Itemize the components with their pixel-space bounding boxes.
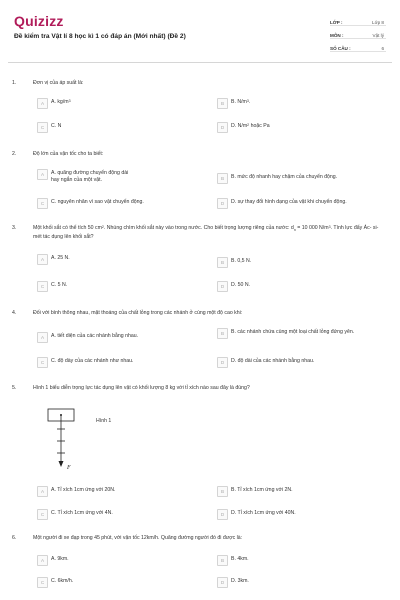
option-letter-box: D xyxy=(217,357,228,368)
option-letter-box: B xyxy=(217,555,228,566)
option-letter-box: B xyxy=(217,173,228,184)
force-label: F xyxy=(67,465,71,471)
arrow-head xyxy=(59,461,64,467)
quizizz-logo: Quizizz xyxy=(14,13,64,29)
option-text: A. 9km. xyxy=(51,556,69,562)
meta-count xyxy=(330,40,386,52)
question-text: Đối với bình thông nhau, mặt thoáng của chất lỏng trong các nhánh ở cùng một độ cao khi: xyxy=(33,310,243,316)
option-text: C. N xyxy=(51,123,62,129)
question-number: 3. xyxy=(12,225,17,231)
option-letter-box: B xyxy=(217,98,228,109)
option-letter-box: A xyxy=(37,169,48,180)
option-text: A. $kg/m^3$ xyxy=(51,99,71,105)
meta-subject-label: MÔN : xyxy=(330,33,344,38)
force-diagram xyxy=(46,395,96,475)
question-number: 6. xyxy=(12,535,17,541)
option-letter-box: C xyxy=(37,122,48,133)
option-text: B. 0,5 N. xyxy=(231,258,252,264)
option-text: C. Tỉ xích 1cm ứng với 4N. xyxy=(51,510,113,516)
option-letter-box: B xyxy=(217,257,228,268)
question-number: 5. xyxy=(12,385,17,391)
header-divider xyxy=(8,62,392,63)
question-number: 2. xyxy=(12,151,17,157)
option-text: D. độ dài của các nhánh bằng nhau. xyxy=(231,358,315,364)
option-letter-box: A xyxy=(37,98,48,109)
point-of-application xyxy=(60,414,62,416)
meta-grade-label: LỚP : xyxy=(330,20,343,25)
option-text: D. 50 N. xyxy=(231,282,251,288)
question-text: Một người đi xe đạp trong 45 phút, với vận tốc 12km/h. Quãng đường người đó đi được là: xyxy=(33,535,243,541)
document-title: Đề kiểm tra Vật lí 8 học kì 1 có đáp án (Mới nhất) (Đề 2) xyxy=(14,33,186,40)
question-text: Độ lớn của vận tốc cho ta biết: xyxy=(33,151,104,157)
option-text: B. $N/m^3$. xyxy=(231,99,251,105)
option-letter-box: D xyxy=(217,198,228,209)
option-text: A. Tỉ xích 1cm ứng với 20N. xyxy=(51,487,116,493)
meta-count-value: 6 xyxy=(381,46,384,51)
option-text: B. mức độ nhanh hay chậm của chuyển động. xyxy=(231,174,338,180)
option-letter-box: C xyxy=(37,198,48,209)
option-letter-box: D xyxy=(217,509,228,520)
question-text: Đơn vị của áp suất là: xyxy=(33,80,84,86)
option-letter-box: D xyxy=(217,122,228,133)
option-letter-box: B xyxy=(217,328,228,339)
figure-1 xyxy=(46,395,146,471)
option-text: D. Tỉ xích 1cm ứng với 40N. xyxy=(231,510,296,516)
option-text: B. Tỉ xích 1cm ứng với 2N. xyxy=(231,487,293,493)
meta-subject xyxy=(330,27,386,39)
option-text: A. tiết diện của các nhánh bằng nhau. xyxy=(51,333,139,339)
option-letter-box: C xyxy=(37,577,48,588)
option-text: C. nguyên nhân vì sao vật chuyển động. xyxy=(51,199,144,205)
option-text: D. sự thay đổi hình dạng của vật khi chuyển động. xyxy=(231,199,347,205)
option-letter-box: B xyxy=(217,486,228,497)
option-text: D. $N/m^2$ hoặc Pa xyxy=(231,123,270,129)
option-text: D. 3km. xyxy=(231,578,249,584)
option-text: B. 4km. xyxy=(231,556,249,562)
meta-grade xyxy=(330,14,386,26)
question-number: 1. xyxy=(12,80,17,86)
option-text: C. 5 N. xyxy=(51,282,68,288)
option-letter-box: A xyxy=(37,555,48,566)
option-letter-box: D xyxy=(217,577,228,588)
option-letter-box: D xyxy=(217,281,228,292)
meta-subject-value: Vật lý xyxy=(372,33,384,38)
question-text: Hình 1 biểu diễn trọng lực tác dụng lên vật có khối lượng 8 kg với tỉ xích nào sau đây là đúng? xyxy=(33,385,250,391)
question-number: 4. xyxy=(12,310,17,316)
option-text: A. 25 N. xyxy=(51,255,70,261)
meta-count-label: SỐ CÂU : xyxy=(330,46,351,51)
option-letter-box: A xyxy=(37,486,48,497)
meta-grade-value: Lớp 8 xyxy=(372,20,384,25)
meta-panel xyxy=(330,14,386,53)
option-letter-box: C xyxy=(37,509,48,520)
option-text: C. độ dày của các nhánh như nhau. xyxy=(51,358,134,364)
option-letter-box: C xyxy=(37,281,48,292)
figure-caption: Hình 1 xyxy=(96,418,112,424)
option-letter-box: A xyxy=(37,332,48,343)
option-text: C. 6km/h. xyxy=(51,578,74,584)
question-text: Một khối sắt có thể tích 50 $cm^2$. Nhúng chìm khối sắt này vào trong nước. Cho biết trọng lượng riêng của nước: $d_n = 10$ 000 $N/m^3$. Tính lực đẩy Ác- si- mét tác dụng lên khối sắt? xyxy=(33,225,379,241)
option-letter-box: A xyxy=(37,254,48,265)
option-text: B. các nhánh chứa cùng một loại chất lỏng đứng yên. xyxy=(231,329,355,335)
option-letter-box: C xyxy=(37,357,48,368)
option-text: A. quãng đường chuyển động dài hay ngắn của một vật. xyxy=(51,170,129,183)
